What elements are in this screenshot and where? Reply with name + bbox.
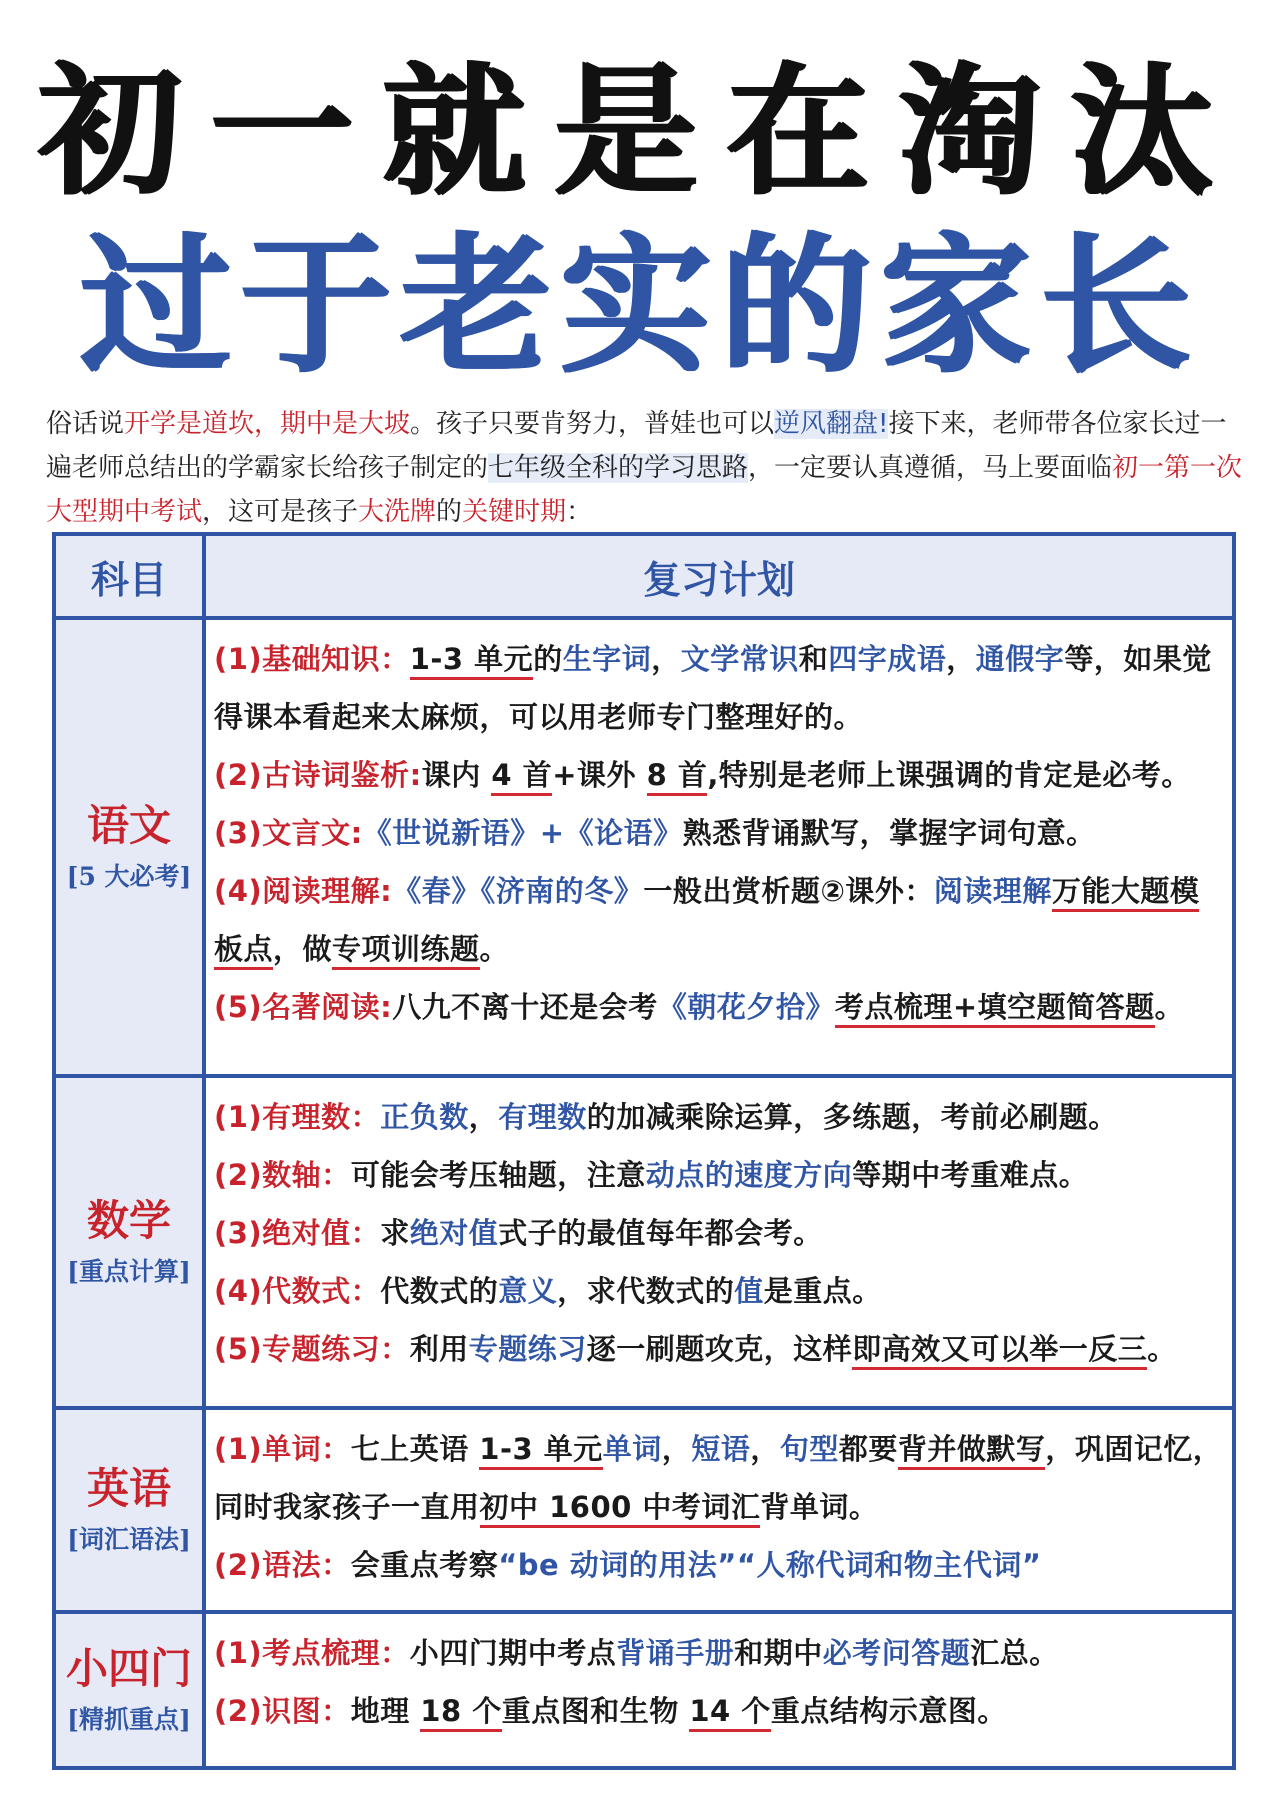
item-text: 即高效又可以举一反三 [852,1332,1147,1370]
item-label: (2)数轴： [214,1158,351,1192]
item-text: 可能会考压轴题，注意 [350,1158,646,1192]
item-text: 八九不离十还是会考 [392,990,658,1024]
plan-cell-english [204,1408,1234,1612]
intro-text: ，这可是孩子 [202,497,359,527]
header-subject: 科目 [54,534,204,618]
item-text: 是重点。 [763,1274,882,1308]
item-keyword: 句型 [779,1432,839,1466]
item-keyword: “be 动词的用法”“人称代词和物主代词” [498,1548,1042,1582]
item-keyword: 通假字 [975,642,1065,676]
intro-text: 的 [436,497,463,527]
item-keyword: 背诵手册 [616,1636,735,1670]
intro-highlight: 关键时期 [462,497,567,527]
plan-item [214,1204,1224,1262]
plan-cell-math [204,1076,1234,1408]
item-keyword: 值 [734,1274,764,1308]
item-text: 。 [1154,990,1185,1024]
item-keyword: 短语 [691,1432,751,1466]
item-keyword: 必考问答题 [822,1636,971,1670]
subject-name: 英语 [86,1463,171,1513]
item-text: 七上英语 [350,1432,480,1466]
item-keyword: 绝对值 [409,1216,499,1250]
item-text: 求 [380,1216,410,1250]
subject-name: 数学 [86,1195,171,1245]
title-line-1: 初一就是在淘汰 [38,50,1242,215]
item-text: 小四门期中考点 [409,1636,617,1670]
intro-highlight: 初一第一次大型期中考试 [46,453,1243,527]
item-keyword: 阅读理解 [933,874,1052,908]
intro-text: 接下来，老师带各位家长过一遍老师总结出的学霸家长给孩子制定的 [46,409,1227,483]
item-label: (1)考点梳理： [214,1636,410,1670]
intro-paragraph [46,402,1246,534]
item-text: ， [661,1432,692,1466]
item-text: 18 个 [420,1694,501,1732]
plan-item [214,1624,1224,1682]
item-text: 汇总。 [970,1636,1059,1670]
item-text: 都要 [838,1432,898,1466]
item-text: 和期中 [734,1636,823,1670]
plan-item [214,978,1224,1036]
item-text: 式子的最值每年都会考。 [498,1216,823,1250]
item-text: ， [651,642,681,676]
intro-highlight: 七年级全科的学习思路 [488,453,749,483]
subject-tag: [词汇语法] [67,1525,191,1555]
item-text: 熟悉背诵默写，掌握字词句意。 [682,816,1096,850]
item-label: (3)文言文: [214,816,363,850]
item-label: (4)代数式： [214,1274,381,1308]
subject-name: 语文 [86,800,171,850]
table-row [54,618,1234,1076]
item-text: 课内 [421,758,492,792]
item-label: (2)语法： [214,1548,351,1582]
item-text: 逐一刷题攻克，这样 [586,1332,853,1366]
subject-tag: [重点计算] [67,1257,191,1287]
item-text: 等期中考重难点。 [852,1158,1089,1192]
item-text: 初中 1600 中考词汇 [480,1490,761,1528]
item-text: 考点梳理+填空题简答题 [835,990,1155,1028]
item-keyword: 生字词 [562,642,652,676]
intro-text: 。孩子只要肯努力，普娃也可以 [410,409,775,439]
item-text: 重点结构示意图。 [770,1694,1007,1728]
plan-cell-chinese [204,618,1234,1076]
item-text: 4 首 [491,758,552,796]
plan-item [214,1088,1224,1146]
item-text: 利用 [409,1332,469,1366]
item-text: 。 [479,932,510,966]
item-text: 背单词。 [760,1490,879,1524]
subject-cell-chinese [54,618,204,1076]
plan-item [214,1682,1224,1740]
item-text: ， [468,1100,499,1134]
item-text: 8 首 [647,758,708,796]
item-text: 14 个 [689,1694,770,1732]
item-text: ，做 [273,932,333,966]
item-text: ，求代数式的 [557,1274,735,1308]
item-keyword: 《世说新语》+《论语》 [362,816,683,850]
item-label: (1)基础知识： [214,642,410,676]
plan-item [214,862,1224,978]
item-text: 一般出赏析题②课外： [643,874,934,908]
intro-text: ，一定要认真遵循，马上要面临 [748,453,1113,483]
item-text: 背并做默写 [898,1432,1046,1470]
item-keyword: 单词 [602,1432,662,1466]
item-label: (5)专题练习： [214,1332,410,1366]
header-plan: 复习计划 [204,534,1234,618]
intro-highlight: 大洗牌 [358,497,437,527]
intro-text: 俗话说 [46,409,125,439]
item-text: 1-3 单元 [479,1432,603,1470]
table-row [54,1612,1234,1768]
subject-cell-minor [54,1612,204,1768]
item-text: ,特别是老师上课强调的肯定是必考。 [707,758,1191,792]
plan-item [214,1262,1224,1320]
item-text: 等，如果觉得课本看起来太麻烦，可以用老师专门整理好的。 [214,642,1212,734]
subject-name: 小四门 [65,1643,192,1693]
intro-highlight: 开学是道坎，期中是大坡 [124,409,411,439]
item-text: 1-3 单元 [410,642,534,680]
item-keyword: 有理数 [498,1100,587,1134]
item-keyword: 文学常识 [680,642,799,676]
item-text: ， [750,1432,780,1466]
item-text: 万能大题模板点 [214,874,1199,970]
item-text: 重点图和生物 [501,1694,690,1728]
subject-cell-math [54,1076,204,1408]
item-keyword: 专题练习 [468,1332,587,1366]
item-text: 地理 [350,1694,421,1728]
review-plan-table [52,532,1236,1770]
item-label: (5)名著阅读: [214,990,393,1024]
item-text: ， [946,642,976,676]
title-line-2: 过于老实的家长 [79,220,1200,394]
plan-item [214,746,1224,804]
item-text: 和 [798,642,829,676]
item-text: 会重点考察 [350,1548,499,1582]
plan-item [214,1320,1224,1378]
item-keyword: 正负数 [380,1100,469,1134]
item-text: 专项训练题 [332,932,480,970]
subject-tag: [5 大必考] [66,862,192,892]
table-header-row [54,534,1234,618]
plan-item [214,1420,1224,1536]
item-label: (2)古诗词鉴析: [214,758,422,792]
table-row [54,1408,1234,1612]
plan-item [214,630,1224,746]
item-keyword: 动点的速度方向 [645,1158,853,1192]
item-label: (1)单词： [214,1432,351,1466]
item-text: +课外 [552,758,647,792]
item-keyword: 意义 [498,1274,558,1308]
table-row [54,1076,1234,1408]
item-text: ，巩固记忆，同时我家孩子一直用 [214,1432,1223,1524]
plan-item [214,804,1224,862]
item-label: (4)阅读理解: [214,874,393,908]
item-label: (3)绝对值： [214,1216,381,1250]
item-keyword: 四字成语 [828,642,947,676]
item-text: 。 [1147,1332,1177,1366]
intro-highlight: 逆风翻盘! [774,409,889,439]
plan-cell-minor [204,1612,1234,1768]
item-label: (1)有理数： [214,1100,381,1134]
item-keyword: 《春》《济南的冬》 [392,874,644,908]
plan-item [214,1536,1224,1594]
item-text: 代数式的 [380,1274,499,1308]
plan-item [214,1146,1224,1204]
subject-cell-english [54,1408,204,1612]
subject-tag: [精抓重点] [67,1705,191,1735]
item-text: 的 [533,642,563,676]
item-label: (2)识图： [214,1694,351,1728]
intro-text: ： [566,497,593,527]
item-text: 的加减乘除运算，多练题，考前必刷题。 [586,1100,1118,1134]
item-keyword: 《朝花夕拾》 [657,990,835,1024]
